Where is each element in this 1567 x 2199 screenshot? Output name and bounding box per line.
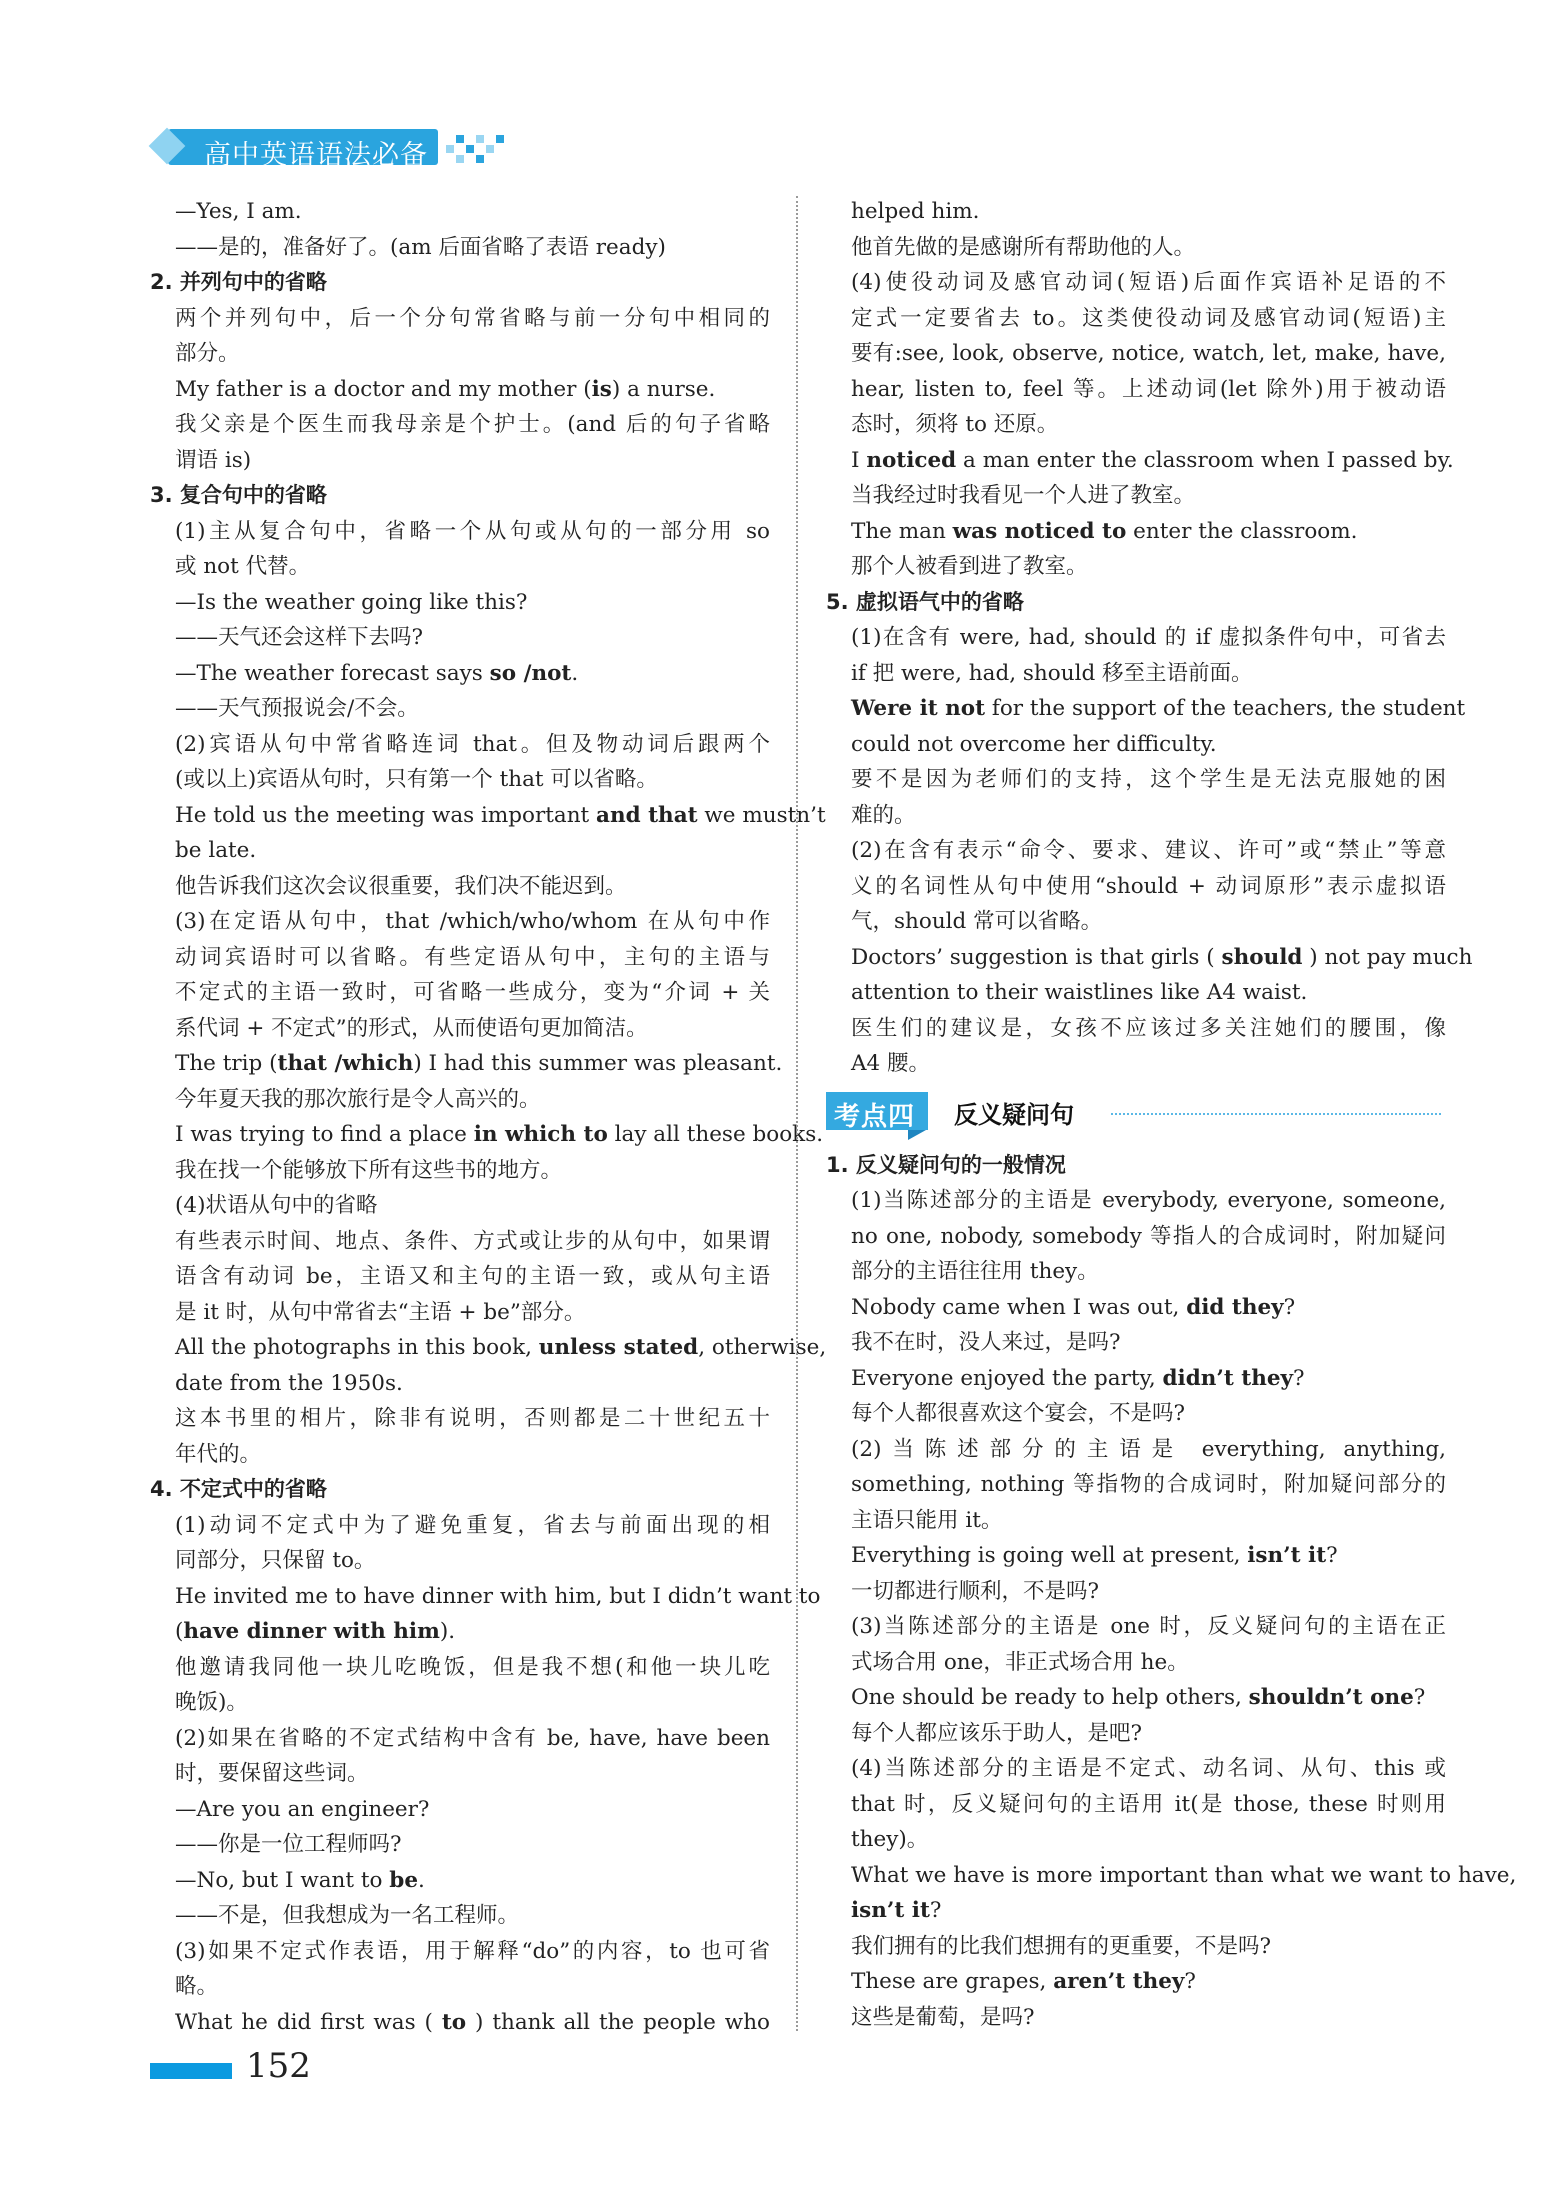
text-line: 或 not 代替。 — [175, 554, 311, 579]
text-line: 晚饭)。 — [175, 1690, 248, 1715]
text-line: —No, but I want to be. — [175, 1867, 425, 1893]
badge-corner-icon — [908, 1130, 926, 1140]
text-line: My father is a doctor and my mother (is) a nurse. — [175, 376, 716, 402]
page-header — [150, 125, 510, 171]
text-line: 每个人都很喜欢这个宴会，不是吗? — [851, 1401, 1186, 1426]
text-line: 要有:see, look, observe, notice, watch, let, make, have, — [851, 341, 1446, 366]
text-line: (4)使役动词及感官动词(短语)后面作宾语补足语的不 — [851, 270, 1446, 295]
text-line: Everyone enjoyed the party, didn’t they? — [851, 1365, 1305, 1391]
text-line: He invited me to have dinner with him, but I didn’t want to — [175, 1583, 821, 1609]
text-line: The man was noticed to enter the classroom. — [851, 518, 1358, 544]
text-line: 年代的。 — [175, 1441, 262, 1467]
text-line: —Are you an engineer? — [175, 1796, 430, 1822]
text-line: 式场合用 one，非正式场合用 he。 — [851, 1649, 1189, 1675]
text-line: He told us the meeting was important and that we mustn’t — [175, 802, 826, 828]
text-line: 不定式的主语一致时，可省略一些成分，变为“介词 + 关 — [175, 980, 770, 1005]
text-line: 我父亲是个医生而我母亲是个护士。(and 后的句子省略 — [175, 412, 770, 437]
text-line: ——天气预报说会/不会。 — [175, 696, 419, 721]
text-line: —Is the weather going like this? — [175, 589, 528, 615]
text-line: 部分。 — [175, 341, 240, 366]
text-line: (1)在含有 were, had, should 的 if 虚拟条件句中，可省去 — [851, 625, 1446, 650]
kaodian-badge — [826, 1092, 928, 1130]
text-line: hear, listen to, feel 等。上述动词(let 除外)用于被动语 — [851, 376, 1446, 402]
text-line: 略。 — [175, 1974, 219, 1999]
text-line: Doctors’ suggestion is that girls ( should ) not pay much — [851, 944, 1473, 970]
text-line: 态时，须将 to 还原。 — [851, 412, 1059, 437]
text-line: 他邀请我同他一块儿吃晚饭，但是我不想(和他一块儿吃 — [175, 1654, 770, 1680]
section-heading: 3. 复合句中的省略 — [150, 483, 327, 507]
text-line: (1)当陈述部分的主语是 everybody, everyone, someone, — [851, 1188, 1446, 1213]
footer-bar — [150, 2063, 232, 2079]
text-line: (1)主从复合句中，省略一个从句或从句的一部分用 so — [175, 518, 770, 544]
text-line: helped him. — [851, 199, 980, 224]
text-line: 今年夏天我的那次旅行是令人高兴的。 — [175, 1086, 541, 1112]
text-line: 气，should 常可以省略。 — [851, 909, 1103, 934]
text-line: 当我经过时我看见一个人进了教室。 — [851, 483, 1196, 508]
text-line: 我在找一个能够放下所有这些书的地方。 — [175, 1157, 563, 1183]
text-line: 这些是葡萄，是吗? — [851, 2004, 1035, 2030]
text-line: (3)当陈述部分的主语是 one 时，反义疑问句的主语在正 — [851, 1614, 1446, 1639]
text-line: 同部分，只保留 to。 — [175, 1548, 376, 1573]
text-line: could not overcome her difficulty. — [851, 731, 1217, 757]
text-line: (4)当陈述部分的主语是不定式、动名词、从句、this 或 — [851, 1756, 1446, 1781]
text-line: ——你是一位工程师吗? — [175, 1832, 402, 1857]
text-line: 我们拥有的比我们想拥有的更重要，不是吗? — [851, 1933, 1272, 1959]
kaodian-title: 反义疑问句 — [954, 1100, 1074, 1129]
text-line: Were it not for the support of the teachers, the student — [851, 696, 1466, 721]
section-heading: 4. 不定式中的省略 — [150, 1477, 327, 1501]
text-line: 那个人被看到进了教室。 — [851, 554, 1088, 579]
text-line: 我不在时，没人来过，是吗? — [851, 1330, 1121, 1355]
text-line: 义的名词性从句中使用“should + 动词原形”表示虚拟语 — [851, 873, 1446, 899]
kaodian-heading — [826, 1086, 1446, 1138]
text-line: isn’t it? — [851, 1898, 942, 1923]
header-pixel-pattern-icon — [446, 131, 506, 167]
text-line: 有些表示时间、地点、条件、方式或让步的从句中，如果谓 — [175, 1228, 770, 1254]
text-line: (1)动词不定式中为了避免重复，省去与前面出现的相 — [175, 1512, 770, 1538]
text-line: 谓语 is) — [175, 447, 252, 473]
text-line: something, nothing 等指物的合成词时，附加疑问部分的 — [851, 1472, 1446, 1497]
text-line: Nobody came when I was out, did they? — [851, 1294, 1296, 1320]
text-line: (3)如果不定式作表语，用于解释“do”的内容，to 也可省 — [175, 1938, 770, 1964]
column-divider — [796, 196, 798, 2031]
left-column — [150, 194, 827, 2040]
text-line: (或以上)宾语从句时，只有第一个 that 可以省略。 — [175, 767, 658, 792]
dotted-rule — [1111, 1113, 1441, 1115]
text-line: no one, nobody, somebody 等指人的合成词时，附加疑问 — [851, 1223, 1446, 1249]
text-line: 这本书里的相片，除非有说明，否则都是二十世纪五十 — [175, 1406, 770, 1431]
text-line: (4)状语从句中的省略 — [175, 1193, 378, 1218]
text-line: 医生们的建议是，女孩不应该过多关注她们的腰围，像 — [851, 1015, 1446, 1041]
text-line: 时，要保留这些词。 — [175, 1761, 369, 1786]
text-line: 系代词 + 不定式”的形式，从而使语句更加简洁。 — [175, 1015, 648, 1041]
text-line: (2)当陈述部分的主语是 everything, anything, — [851, 1436, 1446, 1462]
page-number: 152 — [246, 2046, 311, 2086]
section-heading: 1. 反义疑问句的一般情况 — [826, 1152, 1066, 1177]
text-line: (have dinner with him). — [175, 1619, 456, 1644]
text-line: they)。 — [851, 1827, 929, 1852]
text-line: —The weather forecast says so /not. — [175, 660, 579, 686]
text-line: 每个人都应该乐于助人，是吧? — [851, 1720, 1143, 1746]
text-line: ——不是，但我想成为一名工程师。 — [175, 1903, 520, 1928]
text-line: (2)如果在省略的不定式结构中含有 be, have, have been — [175, 1725, 770, 1751]
text-line: Everything is going well at present, isn’t it? — [851, 1543, 1338, 1568]
text-line: The trip (that /which) I had this summer was pleasant. — [175, 1051, 783, 1076]
text-line: These are grapes, aren’t they? — [851, 1969, 1196, 1994]
text-line: (2)在含有表示“命令、要求、建议、许可”或“禁止”等意 — [851, 838, 1446, 863]
text-line: (3)在定语从句中，that /which/who/whom 在从句中作 — [175, 909, 770, 934]
text-line: (2)宾语从句中常省略连词 that。但及物动词后跟两个 — [175, 731, 770, 757]
text-line: 定式一定要省去 to。这类使役动词及感官动词(短语)主 — [851, 305, 1446, 331]
text-line: 是 it 时，从句中常省去“主语 + be”部分。 — [175, 1299, 586, 1325]
text-line: 部分的主语往往用 they。 — [851, 1259, 1099, 1284]
kaodian-badge-label: 考点四 — [834, 1101, 916, 1132]
text-line: A4 腰。 — [851, 1051, 931, 1076]
text-line: One should be ready to help others, shouldn’t one? — [851, 1685, 1426, 1710]
text-line: attention to their waistlines like A4 waist. — [851, 980, 1308, 1005]
text-line: 他告诉我们这次会议很重要，我们决不能迟到。 — [175, 873, 627, 899]
text-line: 要不是因为老师们的支持，这个学生是无法克服她的困 — [851, 767, 1446, 792]
text-line: if 把 were, had, should 移至主语前面。 — [851, 660, 1253, 686]
right-column — [826, 194, 1517, 2035]
text-line: ——是的，准备好了。(am 后面省略了表语 ready) — [175, 234, 666, 260]
text-line: —Yes, I am. — [175, 199, 302, 224]
book-title: 高中英语语法必备 — [204, 140, 428, 171]
section-heading: 2. 并列句中的省略 — [150, 270, 327, 294]
text-line: date from the 1950s. — [175, 1370, 403, 1396]
text-line: 主语只能用 it。 — [851, 1507, 1003, 1533]
text-line: What he did first was ( to ) thank all the people who — [175, 2009, 770, 2035]
text-line: that 时，反义疑问句的主语用 it(是 those, these 时则用 — [851, 1791, 1446, 1817]
text-line: 两个并列句中，后一个分句常省略与前一分句中相同的 — [175, 305, 770, 331]
text-line: 难的。 — [851, 802, 916, 828]
text-line: 动词宾语时可以省略。有些定语从句中，主句的主语与 — [175, 944, 770, 970]
text-line: ——天气还会这样下去吗? — [175, 625, 424, 650]
text-line: What we have is more important than what we want to have, — [851, 1862, 1517, 1888]
text-line: 语含有动词 be，主语又和主句的主语一致，或从句主语 — [175, 1264, 770, 1289]
text-line: I was trying to find a place in which to lay all these books. — [175, 1122, 824, 1147]
text-line: All the photographs in this book, unless stated, otherwise, — [175, 1335, 827, 1360]
text-line: 他首先做的是感谢所有帮助他的人。 — [851, 234, 1196, 260]
text-line: 一切都进行顺利，不是吗? — [851, 1578, 1100, 1604]
text-line: I noticed a man enter the classroom when I passed by. — [851, 447, 1454, 473]
section-heading: 5. 虚拟语气中的省略 — [826, 589, 1024, 614]
text-line: be late. — [175, 838, 257, 863]
